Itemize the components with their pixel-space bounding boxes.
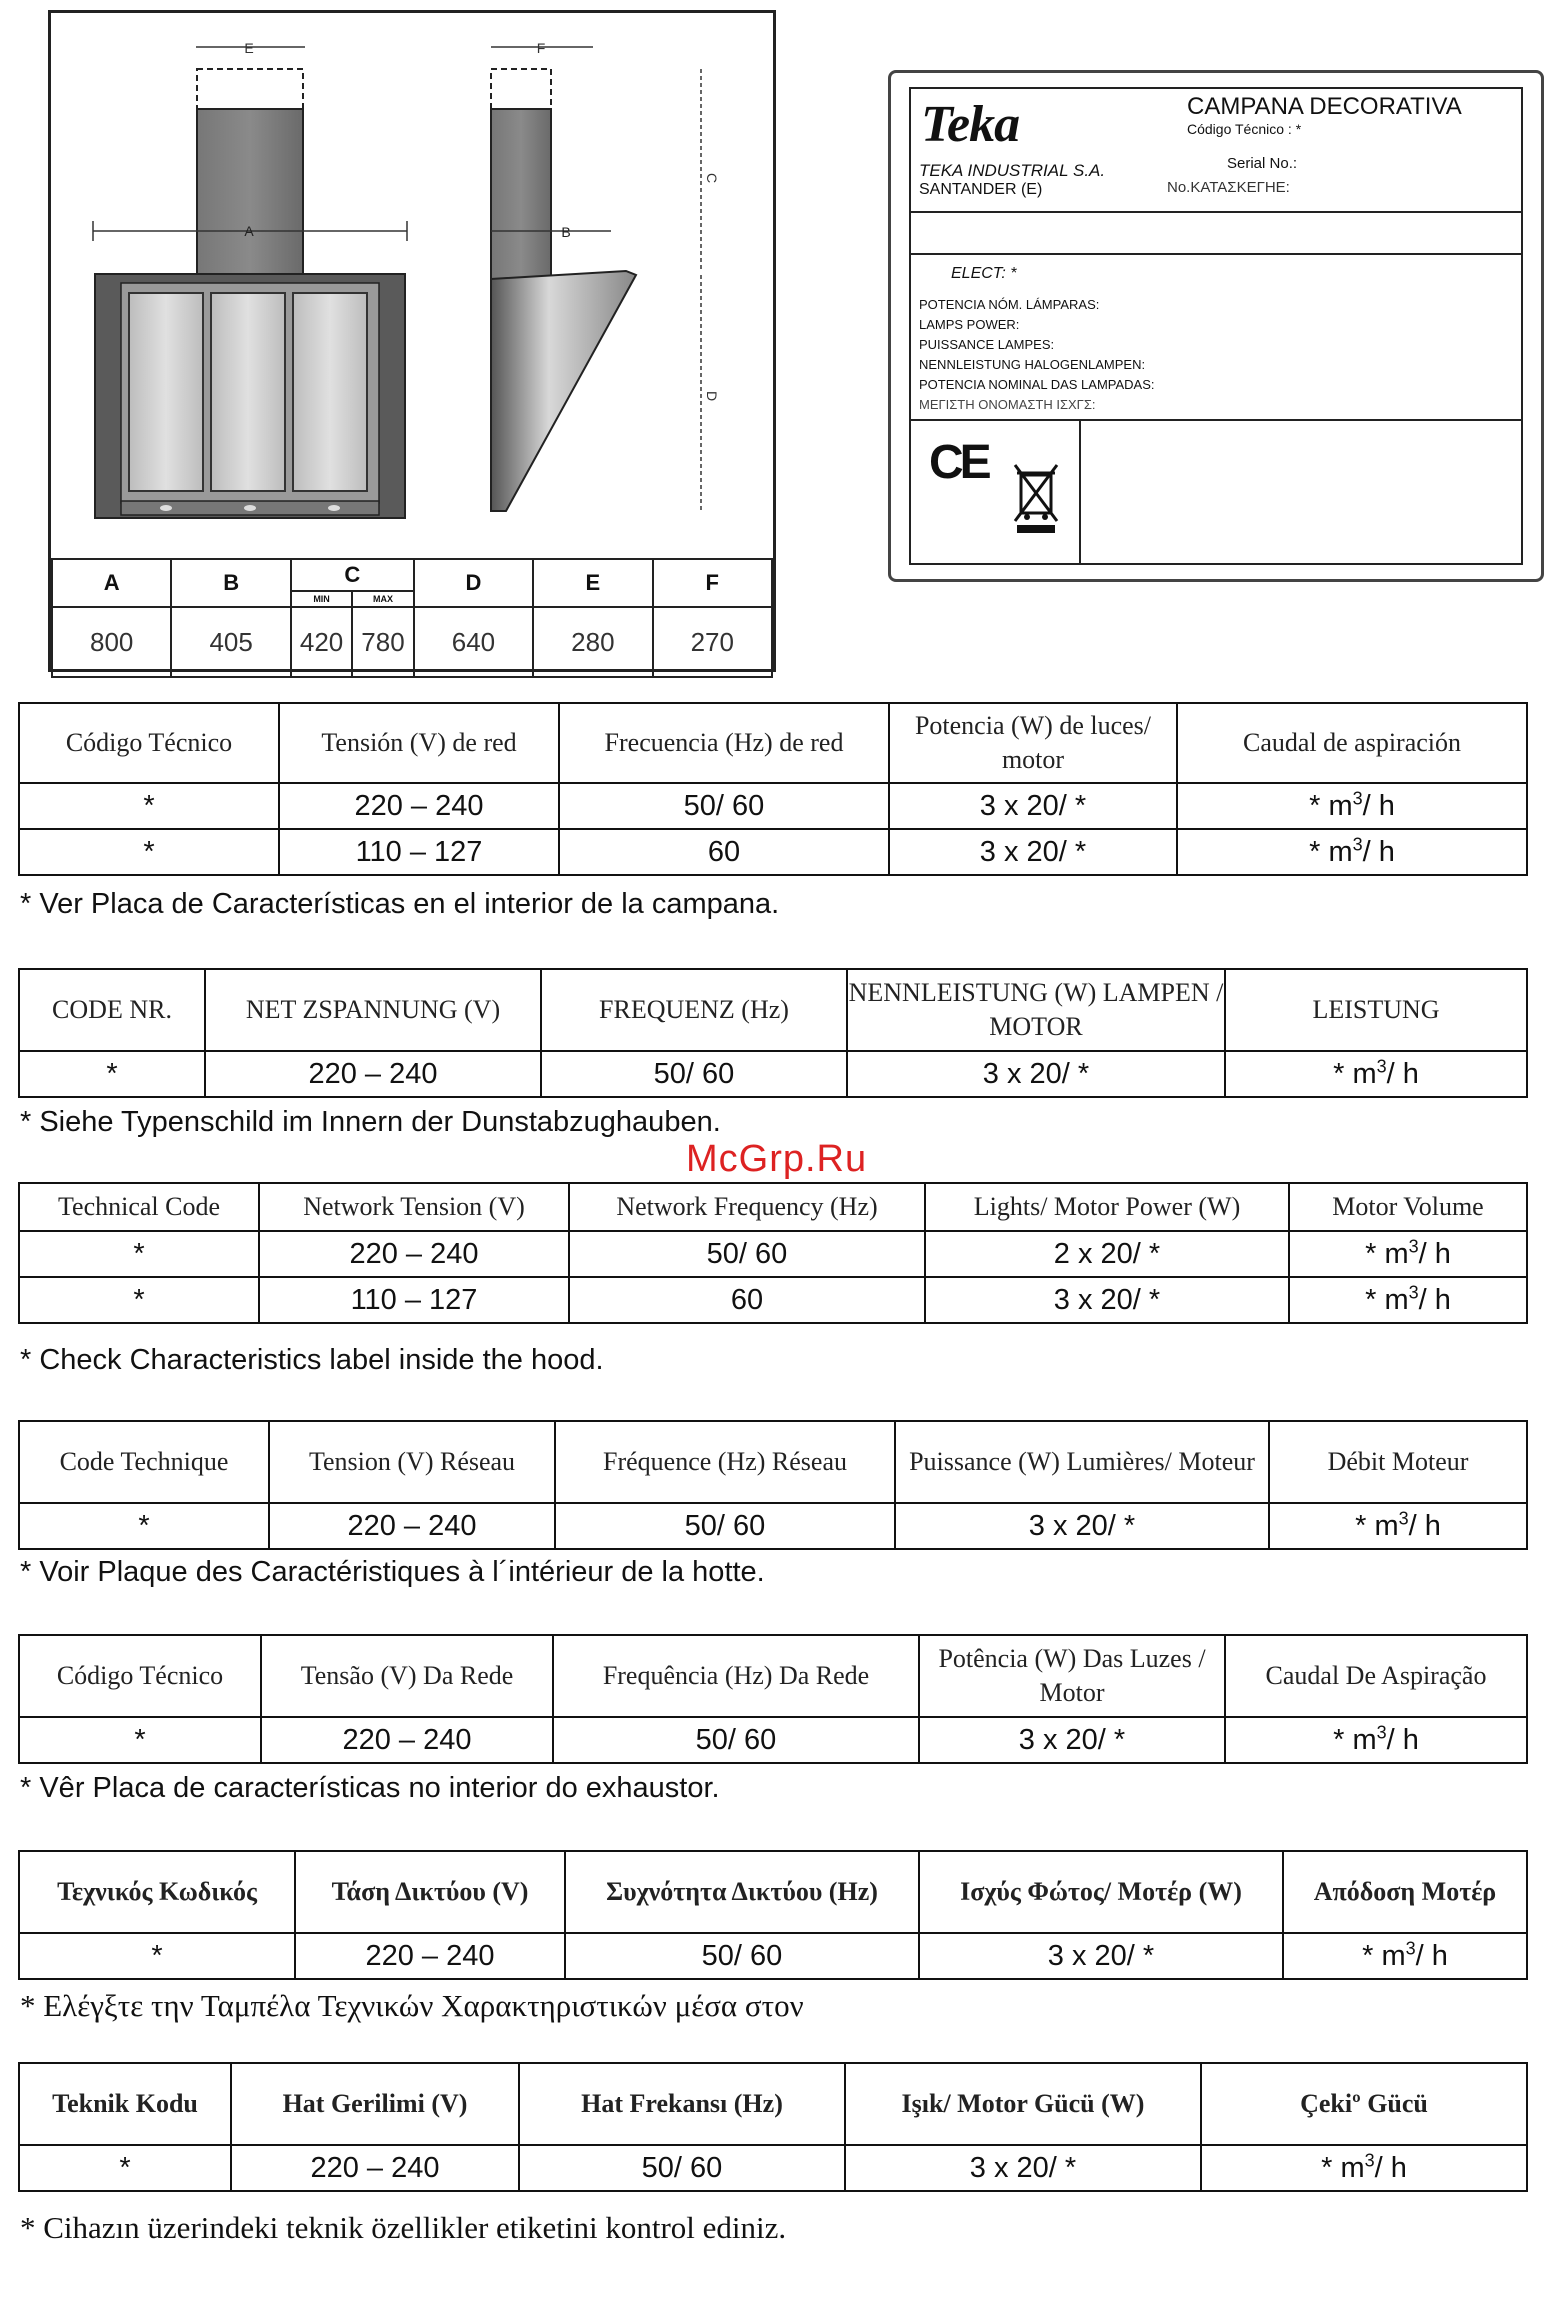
col-header: Code Technique (19, 1421, 269, 1503)
col-header: Motor Volume (1289, 1183, 1527, 1231)
table-cell: 220 – 240 (261, 1717, 553, 1763)
col-header: Hat Gerilimi (V) (231, 2063, 519, 2145)
table-cell: * (19, 1717, 261, 1763)
ce-mark-icon: CE (929, 436, 988, 489)
table-note-en: * Check Characteristics label inside the hood. (20, 1344, 604, 1376)
watermark: McGrp.Ru (686, 1138, 868, 1180)
col-header: Débit Moteur (1269, 1421, 1527, 1503)
col-header: Network Frequency (Hz) (569, 1183, 925, 1231)
table-cell: 220 – 240 (259, 1231, 569, 1277)
table-cell: * $m^3/$ h (1225, 1717, 1527, 1763)
col-header: Συχνότητα Δικτύου (Hz) (565, 1851, 919, 1933)
plate-power-line: PUISSANCE LAMPES: (919, 337, 1055, 352)
dimensions-table (51, 558, 773, 678)
teka-logo: Teka (921, 96, 1020, 153)
col-header: Technical Code (19, 1183, 259, 1231)
dim-header-c-max: MAX (352, 591, 413, 607)
table-note-tr: * Cihazın üzerindeki teknik özellikler etiketini kontrol ediniz. (20, 2210, 787, 2245)
dim-value-e: 280 (533, 607, 652, 677)
plate-serial: Serial No.: (1227, 155, 1298, 172)
plate-power-line: POTENCIA NÓM. LÁMPARAS: (919, 297, 1100, 312)
plate-power-line: NENNLEISTUNG HALOGENLAMPEN: (919, 357, 1146, 372)
table-cell: 220 – 240 (231, 2145, 519, 2191)
table-cell: * $m^3/$ h (1269, 1503, 1527, 1549)
plate-elect: ELECT: * (951, 265, 1017, 282)
dim-value-a: 800 (52, 607, 171, 677)
spec-table-de (18, 968, 1528, 1098)
plate-company: TEKA INDUSTRIAL S.A. (919, 161, 1106, 180)
table-cell: 50/ 60 (519, 2145, 845, 2191)
table-cell: 110 – 127 (279, 829, 559, 875)
hood-illustration (51, 13, 773, 558)
table-cell: * (19, 1933, 295, 1979)
col-header: Frecuencia (Hz) de red (559, 703, 889, 783)
table-note-de: * Siehe Typenschild im Innern der Dunstabzughauben. (20, 1106, 721, 1138)
plate-city: SANTANDER (E) (919, 181, 1043, 198)
plate-title: CAMPANA DECORATIVA (1187, 93, 1462, 120)
dim-label-f: F (536, 40, 546, 56)
dim-value-c-min: 420 (291, 607, 352, 677)
table-cell: * $m^3/$ h (1283, 1933, 1527, 1979)
col-header: Teknik Kodu (19, 2063, 231, 2145)
spec-table-en (18, 1182, 1528, 1324)
dim-header-d: D (414, 559, 533, 607)
table-cell: 2 x 20/ * (925, 1231, 1289, 1277)
spec-table-es (18, 702, 1528, 876)
table-cell: * (19, 1503, 269, 1549)
table-cell: 50/ 60 (541, 1051, 847, 1097)
col-header: Frequência (Hz) Da Rede (553, 1635, 919, 1717)
table-cell: 220 – 240 (295, 1933, 565, 1979)
table-cell: 3 x 20/ * (847, 1051, 1225, 1097)
table-cell: 220 – 240 (205, 1051, 541, 1097)
dim-header-f: F (653, 559, 772, 607)
col-header: FREQUENZ (Hz) (541, 969, 847, 1051)
table-cell: 50/ 60 (559, 783, 889, 829)
table-cell: * (19, 1231, 259, 1277)
table-cell: 50/ 60 (553, 1717, 919, 1763)
table-cell: 3 x 20/ * (895, 1503, 1269, 1549)
col-header: Lights/ Motor Power (W) (925, 1183, 1289, 1231)
rating-plate-inner (909, 87, 1523, 565)
table-cell: 50/ 60 (569, 1231, 925, 1277)
table-cell: * $m^3/$ h (1177, 829, 1527, 875)
spec-table-fr (18, 1420, 1528, 1550)
table-cell: * (19, 1277, 259, 1323)
col-header: Caudal De Aspiração (1225, 1635, 1527, 1717)
col-header: Çekiº Gücü (1201, 2063, 1527, 2145)
dim-header-c-min: MIN (291, 591, 352, 607)
dim-value-f: 270 (653, 607, 772, 677)
weee-bin-icon (1011, 461, 1061, 535)
col-header: LEISTUNG (1225, 969, 1527, 1051)
dim-label-d: D (704, 391, 720, 402)
table-cell: 3 x 20/ * (889, 783, 1177, 829)
col-header: Τεχνικός Κωδικός (19, 1851, 295, 1933)
dim-label-a: A (244, 223, 254, 239)
col-header: Tensión (V) de red (279, 703, 559, 783)
table-cell: * $m^3/$ h (1177, 783, 1527, 829)
dim-header-e: E (533, 559, 652, 607)
table-note-pt: * Vêr Placa de características no interior do exhaustor. (20, 1772, 720, 1804)
col-header: Tension (V) Réseau (269, 1421, 555, 1503)
table-cell: * $m^3/$ h (1289, 1277, 1527, 1323)
col-header: Puissance (W) Lumières/ Moteur (895, 1421, 1269, 1503)
dim-value-d: 640 (414, 607, 533, 677)
table-cell: * (19, 783, 279, 829)
col-header: Potencia (W) de luces/ motor (889, 703, 1177, 783)
dim-header-a: A (52, 559, 171, 607)
table-note-fr: * Voir Plaque des Caractéristiques à l´intérieur de la hotte. (20, 1556, 765, 1588)
col-header: Código Técnico (19, 1635, 261, 1717)
table-cell: 220 – 240 (279, 783, 559, 829)
dim-header-b: B (171, 559, 290, 607)
table-cell: 3 x 20/ * (919, 1717, 1225, 1763)
table-cell: 3 x 20/ * (845, 2145, 1201, 2191)
plate-power-line: ΜΕΓΙΣΤΗ ΟΝΟΜΑΣΤΗ ΙΣΧΓΣ: (919, 397, 1096, 412)
table-cell: * $m^3/$ h (1201, 2145, 1527, 2191)
spec-table-pt (18, 1634, 1528, 1764)
col-header: NENNLEISTUNG (W) LAMPEN / MOTOR (847, 969, 1225, 1051)
table-cell: 50/ 60 (565, 1933, 919, 1979)
rating-plate (888, 70, 1544, 582)
dim-label-b: B (561, 224, 571, 240)
col-header: Network Tension (V) (259, 1183, 569, 1231)
table-cell: * (19, 829, 279, 875)
table-cell: 3 x 20/ * (889, 829, 1177, 875)
table-cell: * $m^3/$ h (1289, 1231, 1527, 1277)
table-cell: 220 – 240 (269, 1503, 555, 1549)
dim-value-c-max: 780 (352, 607, 413, 677)
hood-dimension-drawing (48, 10, 776, 672)
col-header: Tensão (V) Da Rede (261, 1635, 553, 1717)
table-cell: 3 x 20/ * (925, 1277, 1289, 1323)
plate-power-line: POTENCIA NOMINAL DAS LAMPADAS: (919, 377, 1155, 392)
plate-serial-greek: No.ΚΑΤΑΣΚΕΓΗΕ: (1167, 179, 1290, 196)
plate-power-lines (919, 295, 1155, 415)
table-cell: 60 (559, 829, 889, 875)
plate-code: Código Técnico : * (1187, 121, 1302, 137)
table-note-es: * Ver Placa de Características en el interior de la campana. (20, 888, 780, 920)
col-header: Potência (W) Das Luzes / Motor (919, 1635, 1225, 1717)
col-header: NET ZSPANNUNG (V) (205, 969, 541, 1051)
col-header: CODE NR. (19, 969, 205, 1051)
spec-table-gr (18, 1850, 1528, 1980)
col-header: Caudal de aspiración (1177, 703, 1527, 783)
table-cell: 3 x 20/ * (919, 1933, 1283, 1979)
col-header: Απόδοση Μοτέρ (1283, 1851, 1527, 1933)
col-header: Hat Frekansı (Hz) (519, 2063, 845, 2145)
col-header: Fréquence (Hz) Réseau (555, 1421, 895, 1503)
dim-value-b: 405 (171, 607, 290, 677)
table-cell: 50/ 60 (555, 1503, 895, 1549)
col-header: Ισχύς Φώτος/ Μοτέρ (W) (919, 1851, 1283, 1933)
dim-label-c: C (704, 173, 720, 184)
spec-table-tr (18, 2062, 1528, 2192)
table-note-gr: * Ελέγξτε την Ταμπέλα Τεχνικών Χαρακτηριστικών μέσα στον (20, 1988, 804, 2023)
table-cell: * $m^3/$ h (1225, 1051, 1527, 1097)
dim-label-e: E (244, 40, 254, 56)
table-cell: 60 (569, 1277, 925, 1323)
col-header: Código Técnico (19, 703, 279, 783)
table-cell: 110 – 127 (259, 1277, 569, 1323)
plate-power-line: LAMPS POWER: (919, 317, 1020, 332)
table-cell: * (19, 1051, 205, 1097)
col-header: Τάση Δικτύου (V) (295, 1851, 565, 1933)
dim-header-c: C (291, 559, 414, 591)
table-cell: * (19, 2145, 231, 2191)
col-header: Işık/ Motor Gücü (W) (845, 2063, 1201, 2145)
